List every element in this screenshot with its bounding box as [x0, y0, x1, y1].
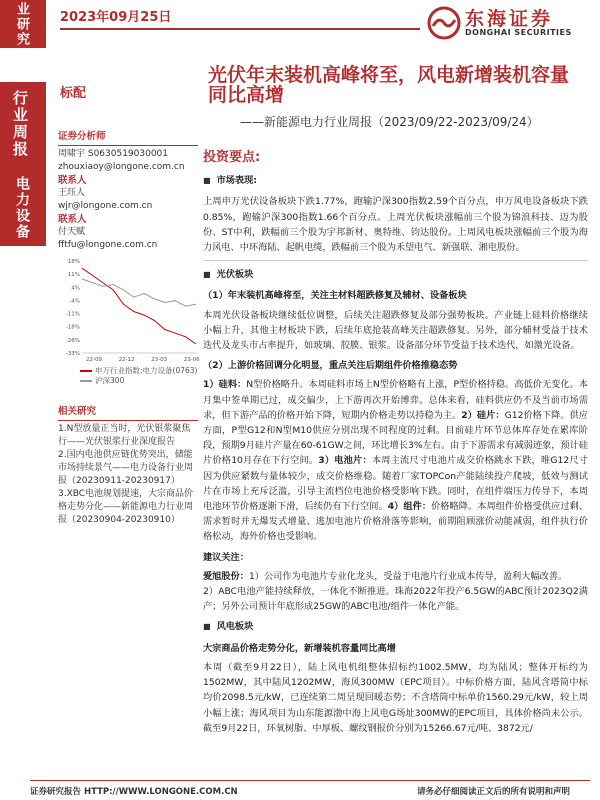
related-item[interactable]: 1.N型放量正当时，光伏银浆聚焦行——光伏银浆行业深度报告: [58, 424, 191, 447]
logo-text-en: DONGHAI SECURITIES: [465, 28, 572, 37]
pv-subheading-1: （1）年末装机高峰将至，关注主材料超跌修复及辅材、设备板块: [203, 290, 467, 302]
y-tick-label: 18%: [67, 259, 80, 265]
category-strip-top-label: 业研究: [14, 2, 29, 47]
header-divider: [60, 28, 420, 30]
advice-paragraph: [203, 569, 588, 615]
series-line: [82, 268, 196, 344]
y-tick-label: -33%: [65, 351, 80, 357]
y-tick-label: -26%: [65, 337, 80, 344]
company-logo: [425, 2, 590, 46]
footer-disclaimer: 请务必仔细阅读正文后的所有说明和声明: [416, 787, 570, 797]
contact-heading: 联系人: [58, 214, 87, 225]
section-divider: [203, 260, 588, 261]
chart-legend: [80, 366, 197, 386]
pv-subheading-2: （2）上游价格回调分化明显，重点关注后期组件价格推稳态势: [203, 360, 458, 372]
contact-name: 王珏人: [58, 188, 86, 198]
legend-item: [80, 366, 197, 376]
report-type-label: 行业周报: [11, 90, 29, 158]
analyst-sidebar: [58, 130, 198, 252]
report-title: 光伏年末装机高峰将至，风电新增装机容量同比高增: [208, 64, 570, 106]
investment-highlights-heading: 投资要点:: [203, 150, 261, 165]
market-paragraph: 上周申万光伏设备板块下跌1.77%，跑输沪深300指数2.59个百分点，申万风电设备板块下跌0.85%，跑输沪深300指数1.66个百分点。上周光伏板块涨幅前三个股为锦浪科技、迈为股份、ST中利，跌幅前三个股为宇邦新材、奥特维、钧达股份。上周风电板块涨幅前三个股为海力风电、中环海陆、起帆电缆，跌幅前三个股为禾望电气、新强联、湘电股份。: [203, 196, 588, 254]
legend-label: 申万行业指数:电力设备(0763): [95, 366, 198, 375]
silicon-label: 1）硅料：: [203, 379, 247, 391]
module-text: 价格略降。本周组件价格受供应过剩、需求暂时并无爆发式增量、逃加电池片价格滑落等影响，前期阻顾涨价动能减弱，组件执行价格松动，海外价格也受影响。: [203, 501, 588, 543]
report-subtitle: ——新能源电力行业周报（2023/09/22-2023/09/24）: [240, 115, 539, 129]
x-tick-label: 22-09: [86, 357, 102, 363]
sidebar-divider: [58, 145, 198, 146]
sidebar-divider: [58, 420, 198, 421]
y-tick-label: 11%: [67, 272, 80, 279]
page-footer: [0, 780, 600, 800]
pv-paragraph-1: 本周光伏设备板块继续低位调整，后续关注超跌修复及部分强势板块。产业链上硅料价格继续小幅上升，其他主材板块下跌，后续年底抢装高峰关注超跌修复。另外，部分辅材受益于技术迭代及龙头市占率提升，如玻璃、胶膜、银浆。设备部分环节受益于技术迭代，如激光设备。: [203, 309, 588, 352]
wafer-label: 2）硅片：: [461, 409, 505, 421]
x-tick-label: 23-03: [151, 357, 168, 363]
legend-label: 沪深300: [95, 376, 125, 385]
main-content: [203, 150, 588, 741]
related-research: [58, 405, 198, 527]
x-tick-label: 23-06: [183, 357, 200, 363]
contact-name: 付天赋: [58, 227, 86, 237]
cell-text: 本周主流尺寸电池片成交价格跳水下跌，唯G12尺寸因为供应紧数与量体较少，成交价格维稳。随着厂家TOPCon产能陆续投产爬坡，低效与测试片在市场上充斥泛滥，引导主流档位电池价格受影响下跌。同时，在组件端压力传导下，本周电池环节价格逐渐下滑，后续仍有下行空间。: [203, 455, 588, 513]
advice-heading: 建议关注：: [203, 551, 249, 563]
advice-text-1: 1）公司作为电池片专业化龙头，受益于电池片行业成本传导，盈利大幅改善。: [248, 570, 568, 582]
footer-divider: [30, 780, 590, 781]
wind-heading: ■ 风电板块: [203, 619, 588, 634]
y-tick-label: -11%: [65, 311, 80, 318]
industry-rating: 标配: [60, 86, 87, 101]
advice-company: 爱旭股份：: [203, 570, 249, 582]
contact-email[interactable]: fftfu@longone.com.cn: [58, 240, 158, 250]
footer-website[interactable]: 证券研究报告 HTTP://WWW.LONGONE.COM.CN: [30, 787, 238, 797]
legend-item: [80, 376, 197, 386]
contact-email[interactable]: wjr@longone.com.cn: [58, 201, 153, 211]
pv-heading: ■ 光伏板块: [203, 267, 588, 282]
advice-text-2: 2）ABC电池产能持续释放，一体化不断推进。珠海2022年投产6.5GW的ABC预计2023Q2满产；另外公司预计年底形成25GW的ABC电池/组件一体化产能。: [203, 586, 588, 613]
y-tick-label: 4%: [71, 285, 80, 292]
contact-heading: 联系人: [58, 175, 87, 186]
wafer-text: G12价格下降。供应方面，P型G12和N型M10供应分别出现不同程度的过剩。目前硅片环节总体库存处在累库阶段，预期9月硅片产量在60-61GW之间，环比增长3%左右。由于下游需求有减弱迹象，预计硅片价格10月存在下行空间。: [203, 409, 588, 467]
report-date: 2023年09月25日: [60, 10, 172, 25]
silicon-text: N型价格略升。本周硅料市场上N型价格略有上涨，P型价格持稳。高低价无变化。本月集中签单期已过，成交偏少，上下游再次开始博弈。总体来看，硅料供应仍不及当前市场需求，但下游产品的价格开始下降，短期内价格走势以持稳为主。: [203, 379, 588, 421]
pv-price-paragraph: [203, 377, 588, 544]
category-strip-top: [0, 0, 46, 48]
x-tick-label: 22-12: [118, 357, 135, 363]
related-item[interactable]: 2.国内电池供应链优势突出，储能市场持续景气——电力设备行业周报（20230911-20230917）: [58, 450, 194, 486]
series-line: [82, 279, 196, 306]
wind-paragraph: 本周（截至9月22日），陆上风电机组整体招标约1002.5MW，均为陆风；整体开标约为1502MW，其中陆风1202MW，海风300MW（EPC项目）。中标价格方面，陆风含塔筒中标均价2098.5元/kW，已连续第二周呈现回暖态势；不含塔筒中标单价1560.29元/kW，较上周小幅上涨；海风项目为山东能源渤中海上风电G场址300MW的EPC项目，具体价格尚未公示。截至9月22日，环氧树脂、中厚板、螺纹钢报价分别为15266.67元/吨、3872元/: [203, 661, 588, 734]
market-heading: ■ 市场表现:: [203, 173, 588, 188]
donghai-logo-icon: [427, 6, 461, 40]
wind-subheading: 大宗商品价格走势分化，新增装机容量同比高增: [203, 642, 396, 654]
analyst-email[interactable]: zhouxiaoy@longone.com.cn: [58, 162, 185, 172]
analyst-heading: 证券分析师: [58, 131, 106, 142]
category-strip-industry: [0, 168, 46, 246]
industry-label: 电力设备: [14, 176, 30, 240]
related-item[interactable]: 3.XBC电池规划提速，大宗商品价格走势分化——新能源电力行业周报（20230904-20230910）: [58, 489, 194, 525]
logo-text-cn: 东海证券: [465, 8, 554, 30]
related-heading: 相关研究: [58, 406, 97, 417]
index-performance-chart: [60, 255, 200, 370]
y-tick-label: -18%: [65, 324, 80, 331]
analyst-name: 周啸宇 S0630519030001: [58, 149, 169, 159]
module-label: 4）组件：: [387, 501, 432, 513]
cell-label: 3）电池片：: [318, 455, 372, 467]
y-tick-label: -4%: [69, 298, 80, 305]
